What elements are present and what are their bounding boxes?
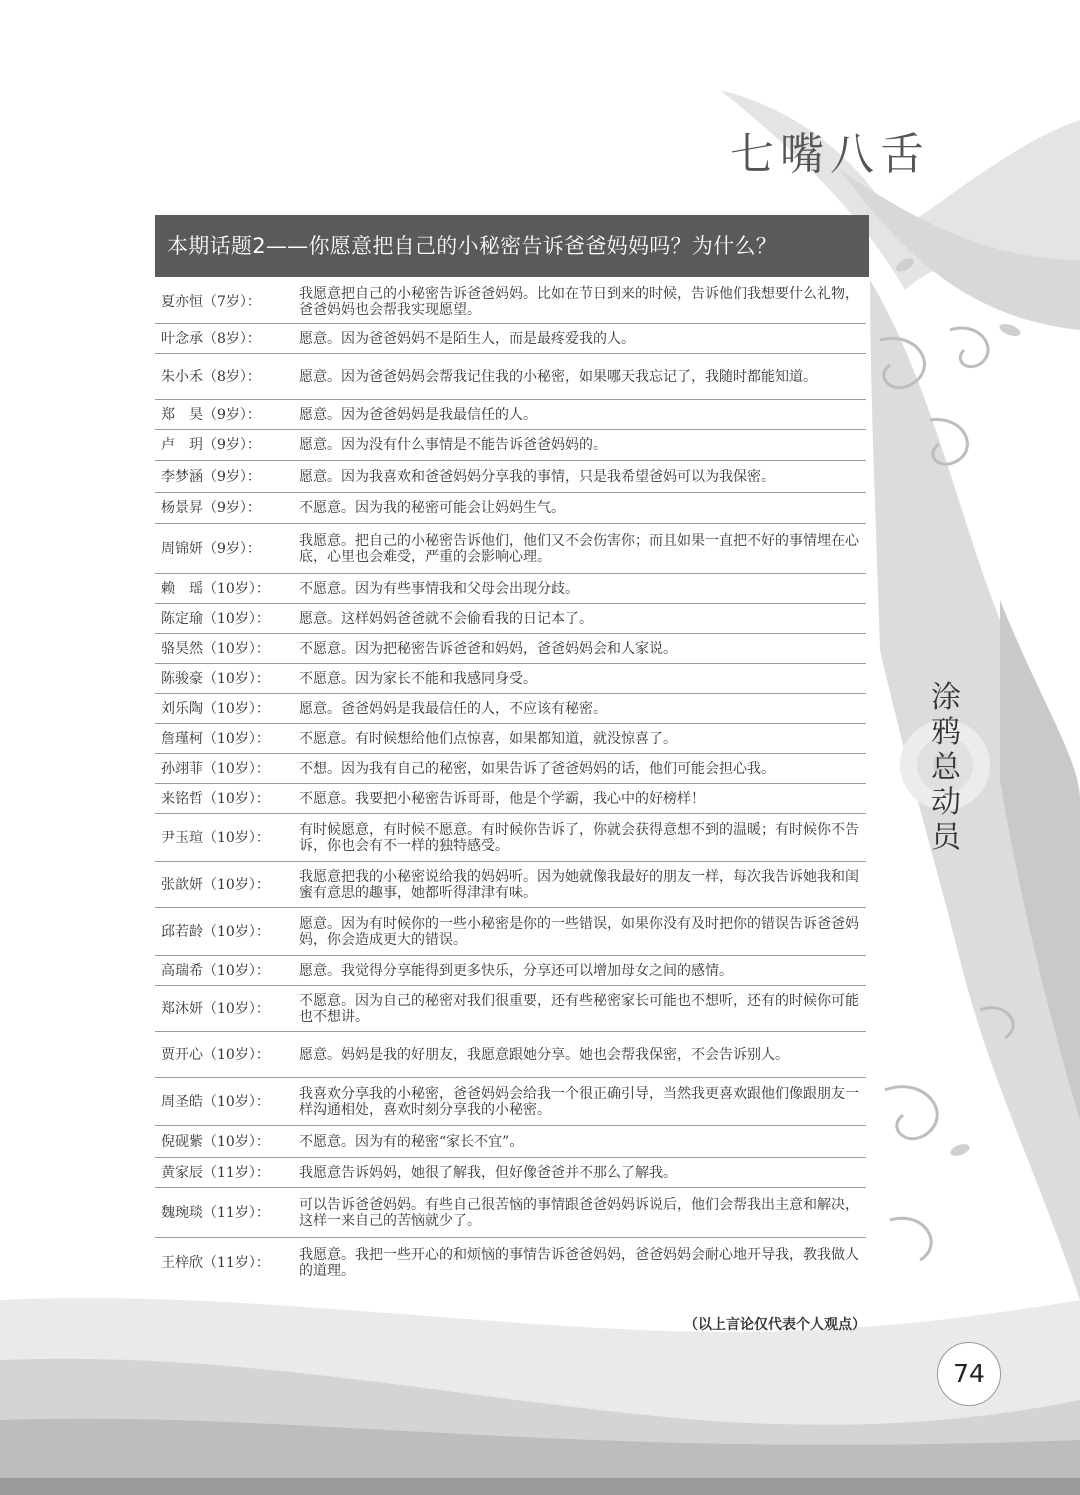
qa-name: 赖 瑶（10岁）： [161, 580, 270, 597]
qa-answer: 不愿意。因为有的秘密“家长不宜”。 [299, 1133, 524, 1150]
qa-answer: 愿意。爸爸妈妈是我最信任的人，不应该有秘密。 [299, 700, 607, 717]
qa-row [155, 1126, 866, 1158]
side-title-char: 员 [931, 820, 961, 855]
qa-name: 詹瑾柯（10岁）： [161, 730, 270, 747]
qa-answer: 有时候愿意，有时候不愿意。有时候你告诉了，你就会获得意想不到的温暖；有时候你不告诉，你也会有不一样的独特感受。 [299, 821, 859, 854]
qa-name: 周锦妍（9岁）： [161, 540, 261, 557]
qa-name: 骆昊然（10岁）： [161, 640, 270, 657]
qa-row [155, 354, 866, 400]
section-title: 七嘴八舌 [730, 129, 930, 180]
qa-answer: 愿意。因为我喜欢和爸爸妈妈分享我的事情，只是我希望爸妈可以为我保密。 [299, 468, 775, 485]
side-title-char: 动 [931, 785, 961, 820]
qa-answer: 愿意。我觉得分享能得到更多快乐，分享还可以增加母女之间的感情。 [299, 962, 733, 979]
qa-name: 陈定瑜（10岁）： [161, 610, 270, 627]
qa-answer: 我愿意。我把一些开心的和烦恼的事情告诉爸爸妈妈，爸爸妈妈会耐心地开导我，教我做人的道理。 [299, 1247, 859, 1279]
qa-answer: 愿意。因为爸爸妈妈是我最信任的人。 [299, 406, 537, 423]
qa-name: 夏亦恒（7岁）： [161, 293, 261, 310]
qa-answer: 我愿意把我的小秘密说给我的妈妈听。因为她就像我最好的朋友一样，每次我告诉她我和闺蜜有意思的趣事，她都听得津津有味。 [299, 868, 859, 901]
qa-row [155, 724, 866, 754]
qa-answer: 愿意。这样妈妈爸爸就不会偷看我的日记本了。 [299, 610, 593, 627]
qa-name: 郑沐妍（10岁）： [161, 1000, 270, 1017]
qa-name: 高瑞希（10岁）： [161, 962, 270, 979]
qa-answer: 不想。因为我有自己的秘密，如果告诉了爸爸妈妈的话，他们可能会担心我。 [299, 760, 775, 777]
qa-row [155, 908, 866, 956]
qa-answer: 愿意。妈妈是我的好朋友，我愿意跟她分享。她也会帮我保密，不会告诉别人。 [299, 1046, 789, 1063]
qa-name: 倪砚紫（10岁）： [161, 1133, 270, 1150]
disclaimer: （以上言论仅代表个人观点） [684, 1317, 866, 1333]
qa-name: 杨景昇（9岁）： [161, 500, 261, 516]
qa-name: 魏琬琰（11岁）： [161, 1204, 270, 1221]
qa-row [155, 524, 866, 574]
page-number: 74 [937, 1342, 1001, 1406]
qa-name: 朱小禾（8岁）： [161, 368, 261, 385]
side-title-char: 总 [931, 750, 961, 785]
side-title-char: 鸦 [931, 715, 961, 750]
qa-name: 卢 玥（9岁）： [161, 437, 261, 453]
qa-answer: 不愿意。因为我的秘密可能会让妈妈生气。 [299, 500, 565, 516]
qa-answer: 我愿意把自己的小秘密告诉爸爸妈妈。比如在节日到来的时候，告诉他们我想要什么礼物，爸爸妈妈也会帮我实现愿望。 [299, 285, 859, 318]
qa-row [155, 493, 866, 524]
side-title [918, 680, 974, 855]
qa-row [155, 986, 866, 1032]
qa-row [155, 664, 866, 694]
qa-name: 李梦涵（9岁）： [161, 468, 261, 485]
qa-name: 郑 昊（9岁）： [161, 406, 261, 423]
qa-row [155, 634, 866, 664]
qa-answer: 愿意。因为爸爸妈妈不是陌生人，而是最疼爱我的人。 [299, 330, 635, 347]
qa-name: 张歆妍（10岁）： [161, 876, 270, 893]
qa-row [155, 1078, 866, 1126]
qa-row [155, 754, 866, 784]
side-title-char: 涂 [931, 680, 961, 715]
qa-row [155, 400, 866, 430]
qa-answer: 不愿意。有时候想给他们点惊喜，如果都知道，就没惊喜了。 [299, 730, 677, 747]
qa-row [155, 694, 866, 724]
qa-answer: 不愿意。因为家长不能和我感同身受。 [299, 670, 537, 687]
qa-name: 贾开心（10岁）： [161, 1046, 270, 1063]
qa-answer: 愿意。因为没有什么事情是不能告诉爸爸妈妈的。 [299, 437, 607, 453]
qa-row [155, 1158, 866, 1188]
qa-name: 周圣皓（10岁）： [161, 1093, 270, 1110]
qa-answer: 不愿意。因为把秘密告诉爸爸和妈妈，爸爸妈妈会和人家说。 [299, 640, 677, 657]
qa-list [155, 280, 866, 1288]
qa-answer: 我愿意。把自己的小秘密告诉他们，他们又不会伤害你；而且如果一直把不好的事情埋在心底，心里也会难受，严重的会影响心理。 [299, 532, 859, 565]
topic-heading-bar [155, 215, 869, 277]
qa-row [155, 430, 866, 461]
qa-answer: 可以告诉爸爸妈妈。有些自己很苦恼的事情跟爸爸妈妈诉说后，他们会帮我出主意和解决，这样一来自己的苦恼就少了。 [299, 1196, 859, 1229]
qa-row [155, 604, 866, 634]
qa-row [155, 1032, 866, 1078]
qa-row [155, 324, 866, 354]
qa-answer: 不愿意。因为自己的秘密对我们很重要，还有些秘密家长可能也不想听，还有的时候你可能也不想讲。 [299, 992, 859, 1025]
qa-answer: 愿意。因为有时候你的一些小秘密是你的一些错误，如果你没有及时把你的错误告诉爸爸妈妈，你会造成更大的错误。 [299, 915, 859, 948]
qa-name: 邱若龄（10岁）： [161, 923, 270, 940]
qa-row [155, 814, 866, 862]
qa-name: 王梓欣（11岁）： [161, 1255, 270, 1271]
qa-answer: 不愿意。因为有些事情我和父母会出现分歧。 [299, 580, 579, 597]
bottom-band [0, 1478, 1080, 1495]
qa-name: 黄家辰（11岁）： [161, 1164, 270, 1181]
qa-row [155, 280, 866, 324]
qa-row [155, 1238, 866, 1288]
qa-name: 尹玉瑄（10岁）： [161, 829, 270, 846]
qa-row [155, 1188, 866, 1238]
qa-answer: 愿意。因为爸爸妈妈会帮我记住我的小秘密，如果哪天我忘记了，我随时都能知道。 [299, 368, 817, 385]
qa-row [155, 862, 866, 908]
qa-answer: 我愿意告诉妈妈，她很了解我，但好像爸爸并不那么了解我。 [299, 1164, 677, 1181]
qa-row [155, 574, 866, 604]
qa-row [155, 784, 866, 814]
qa-name: 叶念承（8岁）： [161, 330, 261, 347]
topic-heading: 本期话题2——你愿意把自己的小秘密告诉爸爸妈妈吗？为什么？ [167, 234, 778, 258]
qa-name: 来铭哲（10岁）： [161, 790, 270, 807]
qa-row [155, 461, 866, 493]
qa-row [155, 956, 866, 986]
qa-name: 刘乐陶（10岁）： [161, 700, 270, 717]
qa-answer: 我喜欢分享我的小秘密，爸爸妈妈会给我一个很正确引导，当然我更喜欢跟他们像跟朋友一样沟通相处，喜欢时刻分享我的小秘密。 [299, 1085, 859, 1118]
qa-answer: 不愿意。我要把小秘密告诉哥哥，他是个学霸，我心中的好榜样！ [299, 790, 705, 807]
qa-name: 孙翊菲（10岁）： [161, 760, 270, 777]
qa-name: 陈骏豪（10岁）： [161, 670, 270, 687]
